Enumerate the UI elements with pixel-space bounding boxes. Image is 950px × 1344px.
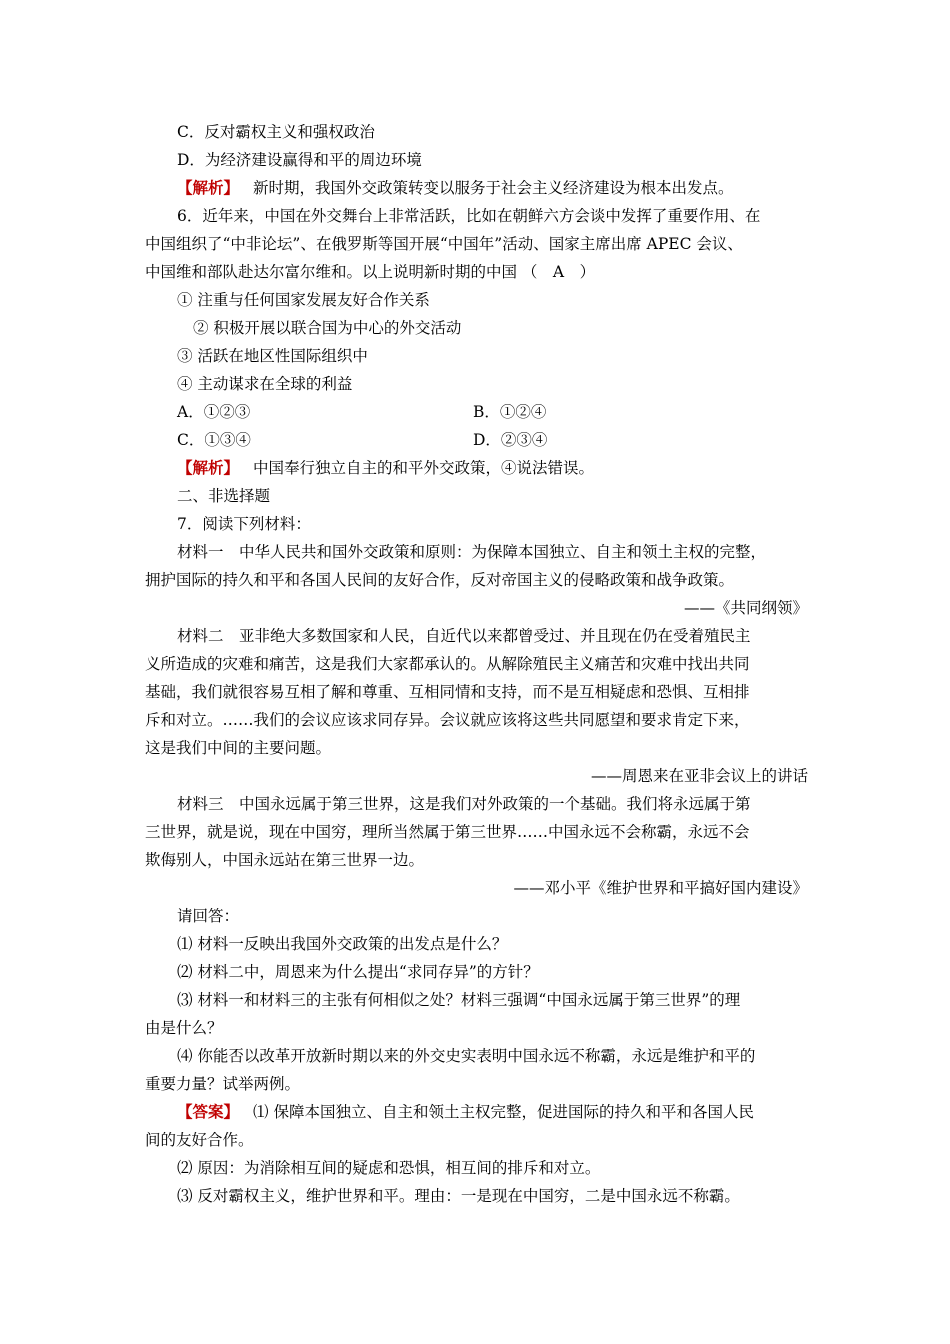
- material3-source: ——邓小平《维护世界和平搞好国内建设》: [513, 879, 808, 897]
- q6-analysis: [177, 458, 594, 478]
- section-heading: 二、非选择题: [177, 487, 271, 505]
- q7-part2: ⑵ 材料二中，周恩来为什么提出“求同存异”的方针？: [177, 963, 539, 981]
- q6-stem-line3: 中国维和部队赴达尔富尔维和。以上说明新时期的中国 （ A ）: [145, 263, 596, 281]
- material1-line1: 材料一 中华人民共和国外交政策和原则：为保障本国独立、自主和领土主权的完整，: [177, 543, 767, 561]
- analysis-tag: 【解析】: [177, 458, 240, 477]
- material1-line2: 拥护国际的持久和平和各国人民间的友好合作，反对帝国主义的侵略政策和战争政策。: [145, 571, 735, 589]
- q6-stem-line2: 中国组织了“中非论坛”、在俄罗斯等国开展“中国年”活动、国家主席出席 APEC 会议、: [145, 235, 743, 253]
- q7-part3-line1: ⑶ 材料一和材料三的主张有何相似之处？材料三强调“中国永远属于第三世界”的理: [177, 991, 741, 1009]
- q7-stem: 7．阅读下列材料：: [177, 515, 311, 533]
- answer-part2: ⑵ 原因：为消除相互间的疑虑和恐惧，相互间的排斥和对立。: [177, 1159, 601, 1177]
- analysis-tag: 【解析】: [177, 178, 240, 197]
- answer-part1-line2: 间的友好合作。: [145, 1131, 254, 1149]
- q5-analysis: [177, 178, 734, 198]
- q7-part4-line2: 重要力量？试举两例。: [145, 1075, 301, 1093]
- material2-line1: 材料二 亚非绝大多数国家和人民，自近代以来都曾受过、并且现在仍在受着殖民主: [177, 627, 751, 645]
- material2-source: ——周恩来在亚非会议上的讲话: [590, 767, 808, 785]
- material3-line3: 欺侮别人，中国永远站在第三世界一边。: [145, 851, 425, 869]
- q7-part4-line1: ⑷ 你能否以改革开放新时期以来的外交史实表明中国永远不称霸，永远是维护和平的: [177, 1047, 756, 1065]
- material3-line2: 三世界，就是说，现在中国穷，理所当然属于第三世界……中国永远不会称霸，永远不会: [145, 823, 750, 841]
- q6-option-c: C．①③④: [177, 431, 251, 449]
- material2-line5: 这是我们中间的主要问题。: [145, 739, 332, 757]
- q6-option-a: A．①②③: [177, 403, 251, 421]
- material3-line1: 材料三 中国永远属于第三世界，这是我们对外政策的一个基础。我们将永远属于第: [177, 795, 751, 813]
- q6-item-1: ① 注重与任何国家发展友好合作关系: [177, 291, 430, 309]
- material2-line3: 基础，我们就很容易互相了解和尊重、互相同情和支持，而不是互相疑虑和恐惧、互相排: [145, 683, 750, 701]
- q6-item-2: ② 积极开展以联合国为中心的外交活动: [193, 319, 462, 337]
- q6-option-d: D．②③④: [473, 431, 548, 449]
- q7-answer: [177, 1102, 754, 1122]
- answer-part3: ⑶ 反对霸权主义，维护世界和平。理由：一是现在中国穷，二是中国永远不称霸。: [177, 1187, 740, 1205]
- q5-option-d: D．为经济建设赢得和平的周边环境: [177, 151, 422, 169]
- q7-part3-line2: 由是什么？: [145, 1019, 223, 1037]
- q7-ask: 请回答：: [177, 907, 240, 925]
- answer-tag: 【答案】: [177, 1102, 240, 1121]
- q6-stem-line1: 6．近年来，中国在外交舞台上非常活跃，比如在朝鲜六方会谈中发挥了重要作用、在: [177, 207, 761, 225]
- answer-part1-line1: ⑴ 保障本国独立、自主和领土主权完整，促进国际的持久和平和各国人民: [253, 1103, 754, 1121]
- material1-source: ——《共同纲领》: [683, 599, 808, 617]
- q6-item-3: ③ 活跃在地区性国际组织中: [177, 347, 368, 365]
- q5-option-c: C．反对霸权主义和强权政治: [177, 123, 375, 141]
- q6-item-4: ④ 主动谋求在全球的利益: [177, 375, 353, 393]
- analysis-text: 新时期，我国外交政策转变以服务于社会主义经济建设为根本出发点。: [253, 179, 734, 197]
- analysis-text: 中国奉行独立自主的和平外交政策，④说法错误。: [253, 459, 595, 477]
- material2-line4: 斥和对立。……我们的会议应该求同存异。会议就应该将这些共同愿望和要求肯定下来，: [145, 711, 750, 729]
- material2-line2: 义所造成的灾难和痛苦，这是我们大家都承认的。从解除殖民主义痛苦和灾难中找出共同: [145, 655, 750, 673]
- q7-part1: ⑴ 材料一反映出我国外交政策的出发点是什么？: [177, 935, 508, 953]
- q6-option-b: B．①②④: [473, 403, 547, 421]
